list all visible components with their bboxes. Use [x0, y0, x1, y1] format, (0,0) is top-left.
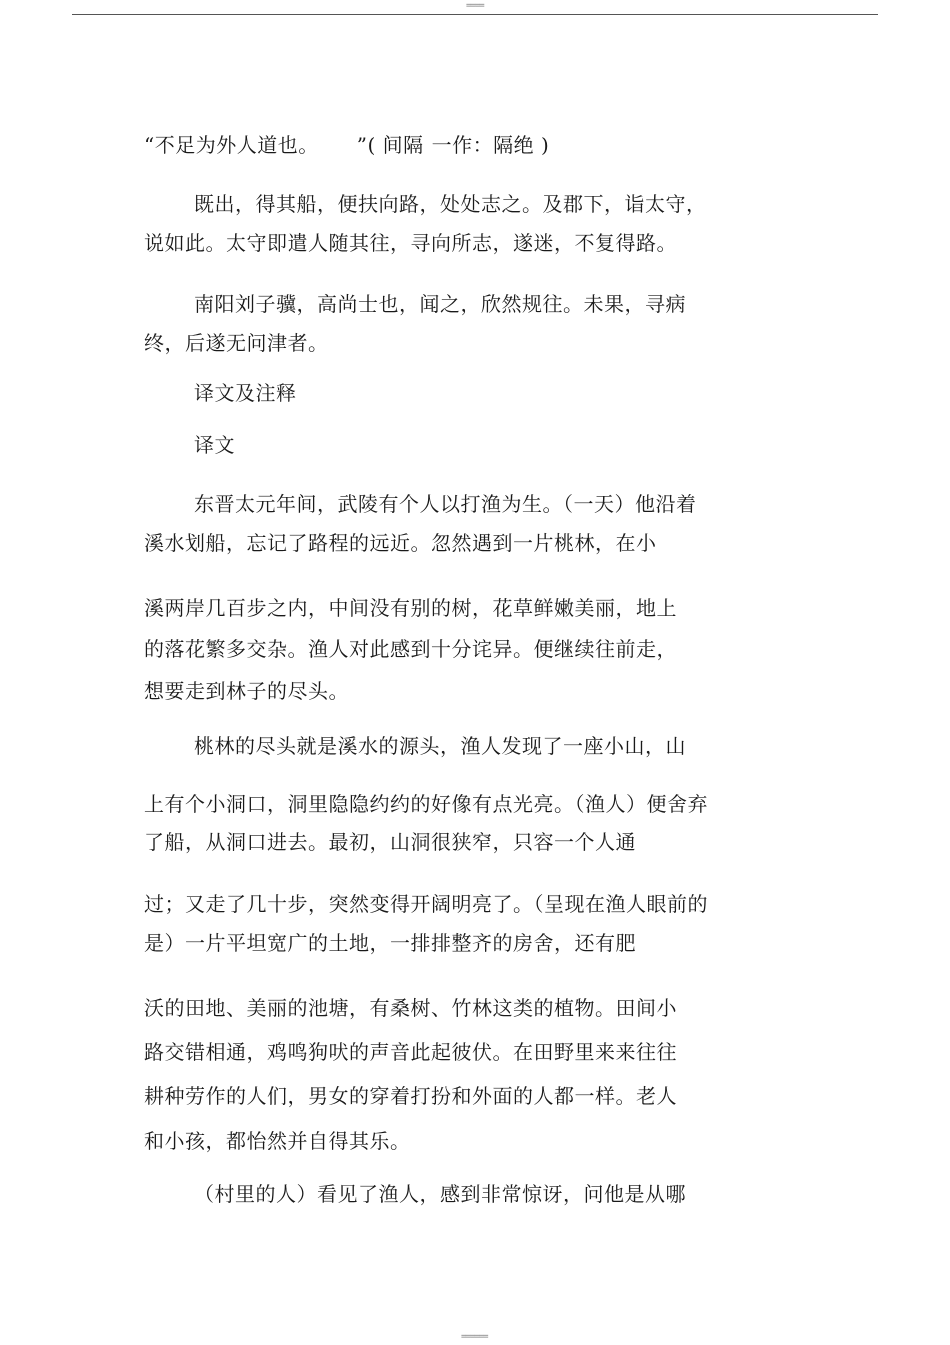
opening-quote: “不足为外人道也。	[144, 133, 319, 157]
subsection-heading: 译文	[194, 433, 235, 457]
text-line-17: 沃的田地、美丽的池塘，有桑树、竹林这类的植物。田间小	[144, 996, 677, 1020]
text-line-13: 上有个小洞口，洞里隐隐约约的好像有点光亮。（渔人）便舍弃	[144, 792, 708, 816]
text-line-4: 终，后遂无问津者。	[144, 331, 329, 355]
text-line-15: 过；又走了几十步，突然变得开阔明亮了。（呈现在渔人眼前的	[144, 892, 708, 916]
opening-line	[144, 131, 549, 159]
text-line-7: 东晋太元年间，武陵有个人以打渔为生。（一天）他沿着	[194, 492, 697, 516]
text-line-12: 桃林的尽头就是溪水的源头，渔人发现了一座小山，山	[194, 734, 686, 758]
text-line-10: 的落花繁多交杂。渔人对此感到十分诧异。便继续往前走，	[144, 637, 677, 661]
text-line-19: 耕种劳作的人们，男女的穿着打扮和外面的人都一样。老人	[144, 1084, 677, 1108]
text-line-16: 是）一片平坦宽广的土地，一排排整齐的房舍，还有肥	[144, 931, 636, 955]
opening-note-body: 一作：隔绝 )	[431, 133, 550, 157]
opening-note-open: ( 间隔	[367, 133, 424, 157]
text-line-1: 既出，得其船，便扶向路，处处志之。及郡下，诣太守，	[194, 192, 707, 216]
text-line-3: 南阳刘子骥，高尚士也，闻之，欣然规往。未果，寻病	[194, 292, 686, 316]
header-mark: ====	[466, 1, 484, 11]
text-line-8: 溪水划船，忘记了路程的远近。忽然遇到一片桃林，在小	[144, 531, 657, 555]
section-heading: 译文及注释	[194, 381, 297, 405]
footer-mark: ======	[461, 1332, 488, 1342]
header-rule	[72, 14, 878, 15]
text-line-14: 了船，从洞口进去。最初，山洞很狭窄，只容一个人通	[144, 830, 636, 854]
text-line-20: 和小孩，都怡然并自得其乐。	[144, 1129, 411, 1153]
opening-close-quote: ”	[356, 133, 368, 157]
text-line-11: 想要走到林子的尽头。	[144, 679, 349, 703]
text-line-21: （村里的人）看见了渔人，感到非常惊讶，问他是从哪	[194, 1182, 686, 1206]
text-line-2: 说如此。太守即遣人随其往，寻向所志，遂迷，不复得路。	[144, 231, 677, 255]
text-line-18: 路交错相通，鸡鸣狗吠的声音此起彼伏。在田野里来来往往	[144, 1040, 677, 1064]
text-line-9: 溪两岸几百步之内，中间没有别的树，花草鲜嫩美丽，地上	[144, 596, 677, 620]
